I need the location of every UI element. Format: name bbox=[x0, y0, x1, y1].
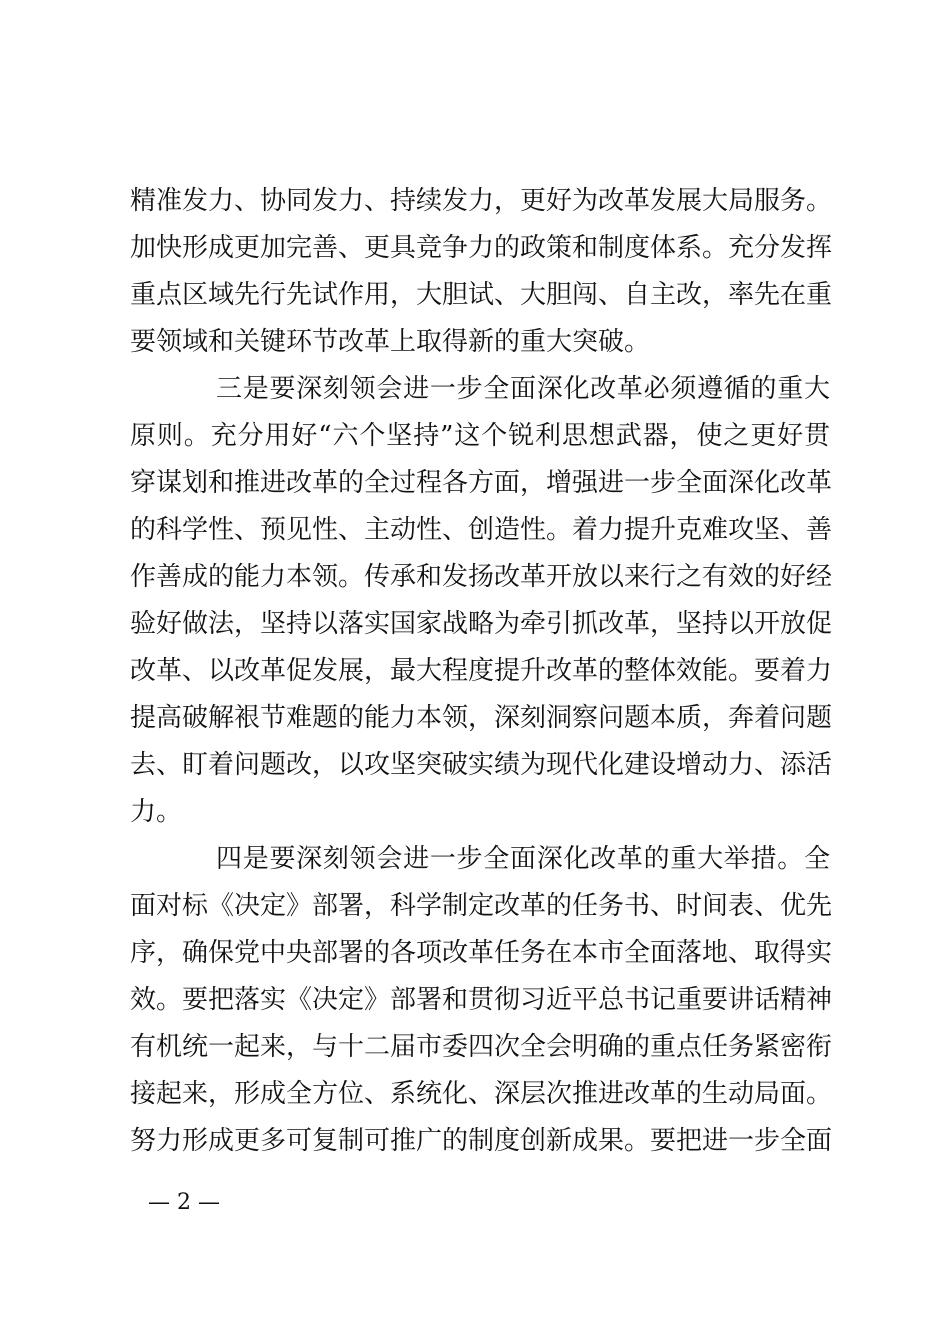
paragraph-3-line-6: 接起来，形成全方位、系统化、深层次推进改革的生动局面。 bbox=[130, 1079, 833, 1109]
paragraph-2-line-10: 力。 bbox=[130, 797, 183, 827]
paragraph-3-line-5: 有机统一起来，与十二届市委四次全会明确的重点任务紧密衔 bbox=[130, 1032, 833, 1062]
paragraph-3-line-7: 努力形成更多可复制可推广的制度创新成果。要把进一步全面 bbox=[130, 1126, 833, 1156]
paragraph-3-line-1: 四是要深刻领会进一步全面深化改革的重大举措。全 bbox=[216, 844, 830, 874]
paragraph-2-line-9: 去、盯着问题改，以攻坚突破实绩为现代化建设增动力、添活 bbox=[130, 750, 833, 780]
paragraph-1-line-1: 精准发力、协同发力、持续发力，更好为改革发展大局服务。 bbox=[130, 186, 833, 216]
paragraph-3-line-4: 效。要把落实《决定》部署和贯彻习近平总书记重要讲话精神 bbox=[130, 985, 833, 1015]
paragraph-2-line-2: 原则。充分用好“六个坚持”这个锐利思想武器，使之更好贯 bbox=[130, 421, 830, 451]
paragraph-3-line-3: 序，确保党中央部署的各项改革任务在本市全面落地、取得实 bbox=[130, 938, 833, 968]
paragraph-1-line-3: 重点区域先行先试作用，大胆试、大胆闯、自主改，率先在重 bbox=[130, 280, 833, 310]
paragraph-3-line-2: 面对标《决定》部署，科学制定改革的任务书、时间表、优先 bbox=[130, 891, 833, 921]
paragraph-2-line-4: 的科学性、预见性、主动性、创造性。着力提升克难攻坚、善 bbox=[130, 515, 833, 545]
paragraph-2-line-7: 改革、以改革促发展，最大程度提升改革的整体效能。要着力 bbox=[130, 656, 833, 686]
paragraph-2-line-8: 提高破解裉节难题的能力本领，深刻洞察问题本质，奔着问题 bbox=[130, 703, 833, 733]
paragraph-1-line-2: 加快形成更加完善、更具竞争力的政策和制度体系。充分发挥 bbox=[130, 233, 833, 263]
page-number: — 2 — bbox=[148, 1190, 220, 1215]
paragraph-2-line-5: 作善成的能力本领。传承和发扬改革开放以来行之有效的好经 bbox=[130, 562, 833, 592]
paragraph-2-line-1: 三是要深刻领会进一步全面深化改革必须遵循的重大 bbox=[216, 374, 830, 404]
paragraph-2-line-3: 穿谋划和推进改革的全过程各方面，增强进一步全面深化改革 bbox=[130, 468, 833, 498]
paragraph-2-line-6: 验好做法，坚持以落实国家战略为牵引抓改革，坚持以开放促 bbox=[130, 609, 833, 639]
paragraph-1-line-4: 要领域和关键环节改革上取得新的重大突破。 bbox=[130, 327, 651, 357]
